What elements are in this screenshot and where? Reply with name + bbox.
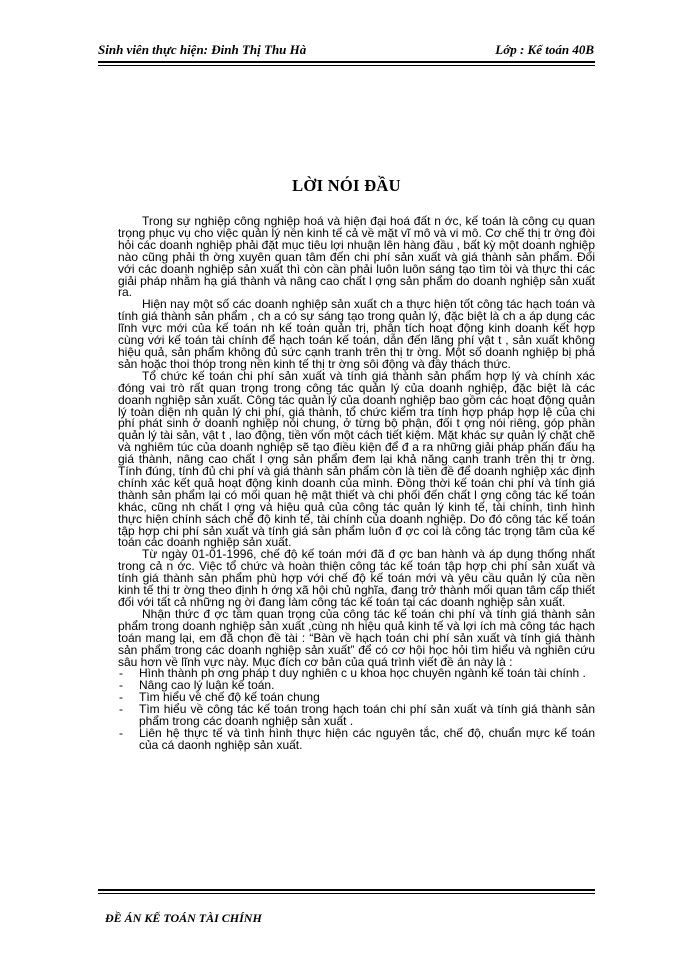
list-item [118, 725, 595, 752]
paragraph: Hiện nay một số các doanh nghiệp sản xuất ch a thực hiện tốt công tác hạch toán và tính giá thành sản phẩm , ch a có sự sáng tạo trong quản lý, đặc biệt là ch a áp dụng các lĩnh vực mới của kế toán nh kế toán quản trị, phân tích hoạt động kinh doanh kết hợp cùng với kế toán tài chính để hạch toán kế toán, dẫn đến lãng phí vật t , sản xuất không hiệu quả, sản phẩm không đủ sức cạnh tranh trên thị tr ờng. Một số doanh nghiệp bị phá sản hoặc thoi thóp trong nền kinh tế thị tr ờng sôi động và đầy thách thức. [118, 297, 595, 371]
list-item-text: Tìm hiểu về công tác kế toán trong hạch toán chi phí sản xuất và tính giá thành sản phẩm trong các doanh nghiệp sản xuất . [139, 702, 595, 729]
list-marker: - [119, 725, 123, 740]
header-rule-thick [98, 61, 595, 63]
paragraph: Từ ngày 01-01-1996, chế độ kế toán mới đã đ ợc ban hành và áp dụng thống nhất trong cả n ớc. Việc tổ chức và hoàn thiện công tác kế toán tập hợp chi phí sản xuất và tính giá thành sản phẩm phù hợp với chế độ kế toán mới và yêu cầu quản lý của nền kinh tế thị tr ờng theo định h ớng xã hội chủ nghĩa, đang trở thành mối quan tâm cấp thiết đối với tất cả những ng ời đang làm công tác kế toán tại các doanh nghiệp sản xuất. [118, 547, 595, 609]
paragraph: Trong sự nghiệp công nghiệp hoá và hiện đại hoá đất n ớc, kế toán là công cụ quan trọng phục vụ cho việc quản lý nền kinh tế cả về mặt vĩ mô và vi mô. Cơ chế thị tr ờng đòi hỏi các doanh nghiệp phải đặt mục tiêu lợi nhuận lên hàng đầu , bất kỳ một doanh nghiệp nào cũng phải th ờng xuyên quan tâm đến chi phí sản xuất và giá thành sản phẩm. Đối với các doanh nghiệp sản xuất thì còn cần phải luôn luôn sáng tạo tìm tòi và thực thi các giải pháp nhằm hạ giá thành và nâng cao chất l ợng sản phẩm do doanh nghiệp sản xuất ra. [118, 214, 595, 300]
page-footer: ĐỀ ÁN KẾ TOÁN TÀI CHÍNH [105, 911, 262, 923]
list-marker: - [119, 690, 123, 705]
footer-rule-thin [98, 893, 595, 894]
objectives-list [118, 668, 595, 751]
paragraph: Nhận thức đ ợc tầm quan trọng của công tác kế toán chi phí và tính giá thành sản phẩm trong doanh nghiệp sản xuất ,cùng nh hiệu quả kinh tế và lợi ích mà công tác hạch toán mang lại, em đã chọn đề tài : “Bàn về hạch toán chi phí sản xuất và tính giá thành sản phẩm trong các doanh nghiệp sản xuất” để có cơ hội học hỏi tìm hiểu và nghiên cứu sâu hơn về lĩnh vực này. Mục đích cơ bản của quá trình viết đề án này là : [118, 606, 595, 669]
paragraph: Tổ chức kế toán chi phí sản xuất và tính giá thành sản phẩm hợp lý và chính xác đóng vai trò rất quan trọng trong công tác quản lý của doanh nghiệp, đặc biệt là các doanh nghiệp sản xuất. Công tác quản lý của doanh nghiệp bao gồm các hoạt động quản lý toàn diện nh quản lý chi phí, giá thành, tổ chức kiểm tra tính hợp pháp hợp lệ của chi phí phát sinh ở doanh nghiệp nói chung, ở từng bộ phận, đối t ợng nói riêng, góp phần quản lý tài sản, vật t , lao động, tiền vốn một cách tiết kiệm. Mặt khác sự quản lý chặt chẽ và nghiêm túc của doanh nghiệp sẽ tạo điều kiện để đ a ra những giải pháp phấn đấu hạ giá thành, nâng cao chất l ợng sản phẩm đem lại khả năng cạnh tranh trên thị tr ờng. Tính đúng, tính đủ chi phí và giá thành sản phẩm còn là tiền đề để doanh nghiệp xác định chính xác kết quả hoạt động kinh doanh của mình. Đồng thời kế toán chi phí và tính giá thành sản phẩm lại có mối quan hệ mật thiết và chi phối đến chất l ợng công tác kế toán khác, cũng nh chất l ợng và hiệu quả của công tác quản lý kinh tế, tài chính, tình hình thực hiện chính sách chế độ kinh tế, tài chính của doanh nghiệp. Do đó công tác kế toán tập hợp chi phí sản xuất và tính giá sản phẩm luôn đ ợc coi là công tác trọng tâm của kế toán các doanh nghiệp sản xuất. [118, 368, 595, 550]
footer-rule-thick [98, 889, 595, 891]
page-title: LỜI NÓI ĐẦU [292, 176, 401, 195]
list-item-text: Tìm hiểu về chế độ kế toán chung [139, 690, 320, 705]
list-marker: - [119, 702, 123, 717]
list-item-text: Hình thành ph ơng pháp t duy nghiên c u khoa học chuyên ngành kế toán tài chính . [139, 666, 586, 681]
list-item-text: Liên hệ thực tế và tình hình thực hiện các nguyên tắc, chế độ, chuẩn mực kế toán của cá daonh nghiệp sản xuất. [139, 725, 595, 752]
header-rule-thin [98, 65, 595, 66]
list-item-text: Nâng cao lý luận kế toán. [139, 678, 275, 693]
list-marker: - [119, 678, 123, 693]
header-class: Lớp : Kế toán 40B [495, 42, 594, 57]
header-student-name: Sinh viên thực hiện: Đinh Thị Thu Hà [98, 42, 307, 57]
body-text [118, 216, 595, 752]
list-item [118, 704, 595, 728]
list-marker: - [119, 666, 123, 681]
